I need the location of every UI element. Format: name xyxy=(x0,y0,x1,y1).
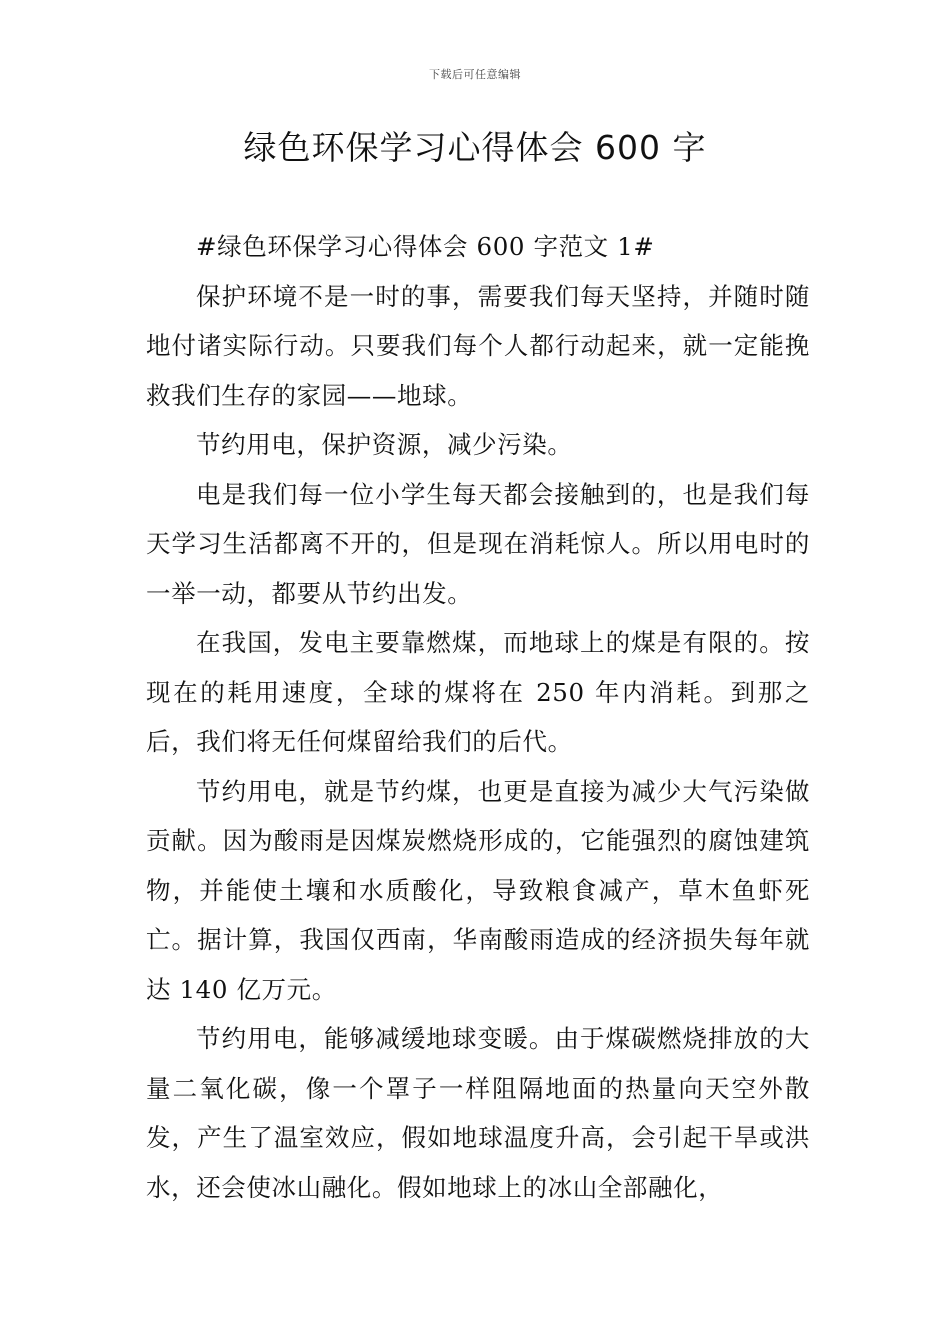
paragraph: 节约用电，就是节约煤，也更是直接为减少大气污染做贡献。因为酸雨是因煤炭燃烧形成的，它能强烈的腐蚀建筑物，并能使土壤和水质酸化，导致粮食减产，草木鱼虾死亡。据计算，我国仅西南，华南酸雨造成的经济损失每年就达 140 亿万元。 xyxy=(146,776,810,1004)
document-body xyxy=(146,222,810,1212)
paragraph: 保护环境不是一时的事，需要我们每天坚持，并随时随地付诸实际行动。只要我们每个人都行动起来，就一定能挽救我们生存的家园——地球。 xyxy=(146,281,810,410)
paragraph: 节约用电，能够减缓地球变暖。由于煤碳燃烧排放的大量二氧化碳，像一个罩子一样阻隔地面的热量向天空外散发，产生了温室效应，假如地球温度升高，会引起干旱或洪水，还会使冰山融化。假如地球上的冰山全部融化， xyxy=(146,1024,810,1202)
paragraph: 节约用电，保护资源，减少污染。 xyxy=(196,430,573,459)
header-note: 下载后可任意编辑 xyxy=(429,68,521,81)
document-title: 绿色环保学习心得体会 600 字 xyxy=(243,128,707,167)
section-heading: #绿色环保学习心得体会 600 字范文 1# xyxy=(196,232,655,261)
paragraph: 在我国，发电主要靠燃煤，而地球上的煤是有限的。按现在的耗用速度，全球的煤将在 250 年内消耗。到那之后，我们将无任何煤留给我们的后代。 xyxy=(146,628,810,756)
paragraph: 电是我们每一位小学生每天都会接触到的，也是我们每天学习生活都离不开的，但是现在消耗惊人。所以用电时的一举一动，都要从节约出发。 xyxy=(146,479,810,608)
